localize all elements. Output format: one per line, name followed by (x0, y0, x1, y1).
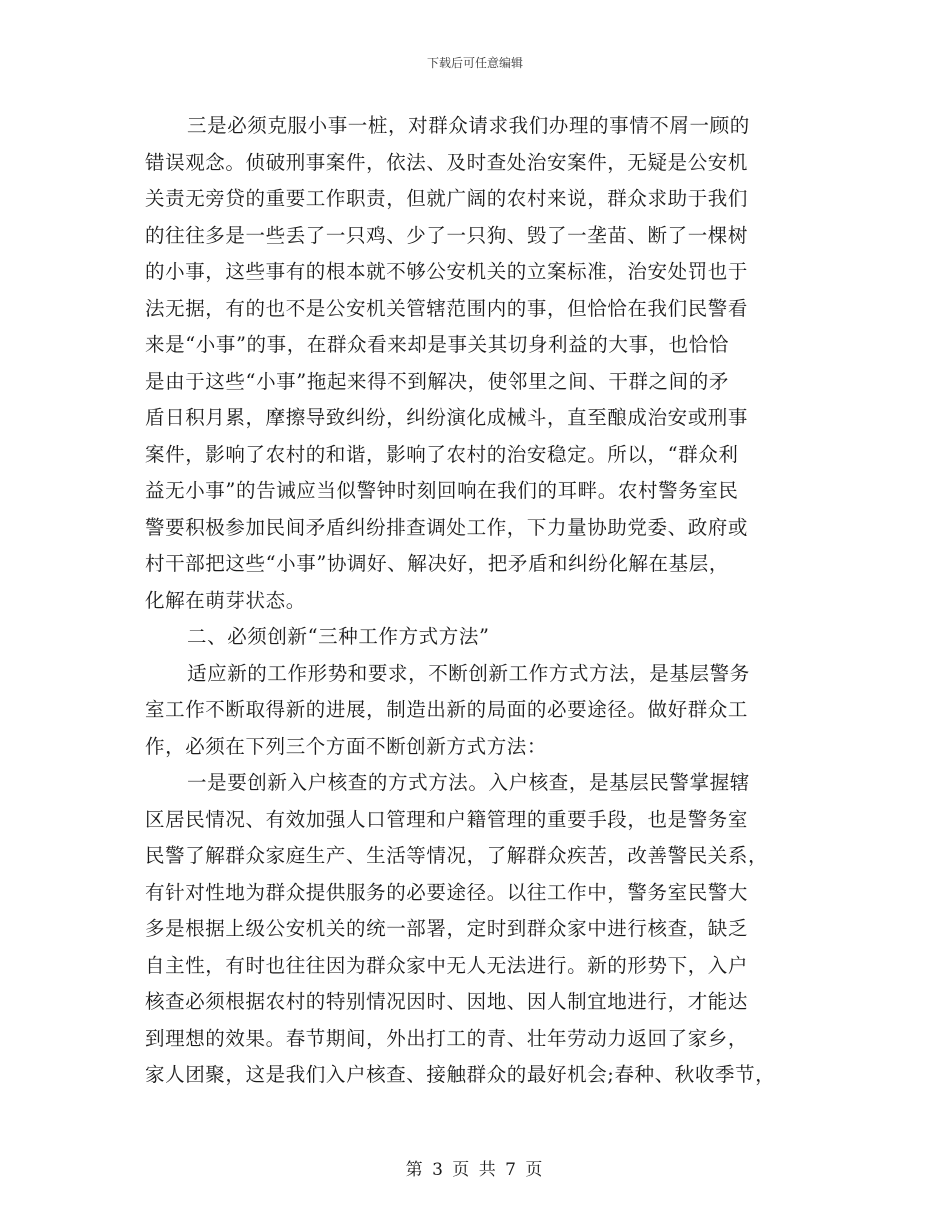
text-line: 村干部把这些“小事”协调好、解决好，把矛盾和纠纷化解在基层， (145, 552, 729, 575)
text-line: 有针对性地为群众提供服务的必要途径。以往工作中，警务室民警大 (145, 880, 749, 904)
text-line: 二、必须创新“三种工作方式方法” (187, 625, 490, 648)
text-line: 作，必须在下列三个方面不断创新方式方法： (145, 734, 548, 758)
document-body (145, 108, 820, 1094)
text-line: 家人团聚，这是我们入户核查、接触群众的最好机会;春种、秋收季节， (145, 1063, 776, 1086)
text-line: 室工作不断取得新的进展，制造出新的局面的必要途径。做好群众工 (145, 698, 749, 721)
text-line: 关责无旁贷的重要工作职责，但就广阔的农村来说，群众求助于我们 (145, 187, 749, 210)
page-footer: 第 3 页 共 7 页 (405, 1160, 545, 1180)
text-line: 多是根据上级公安机关的统一部署，定时到群众家中进行核查，缺乏 (145, 917, 749, 940)
text-line: 警要积极参加民间矛盾纠纷排查调处工作，下力量协助党委、政府或 (145, 515, 749, 539)
text-line: 错误观念。侦破刑事案件，依法、及时查处治安案件，无疑是公安机 (145, 150, 749, 174)
text-line: 到理想的效果。春节期间，外出打工的青、壮年劳动力返回了家乡， (145, 1026, 749, 1050)
text-line: 的小事，这些事有的根本就不够公安机关的立案标准，治安处罚也于 (145, 260, 749, 283)
text-line: 的往往多是一些丢了一只鸡、少了一只狗、毁了一垄苗、断了一棵树 (145, 223, 749, 247)
text-line: 案件，影响了农村的和谐，影响了农村的治安稳定。所以，“群众利 (145, 442, 739, 466)
text-line: 法无据，有的也不是公安机关管辖范围内的事，但恰恰在我们民警看 (145, 296, 749, 320)
text-line: 民警了解群众家庭生产、生活等情况，了解群众疾苦，改善警民关系， (145, 844, 769, 867)
text-line: 三是必须克服小事一桩，对群众请求我们办理的事情不屑一顾的 (187, 114, 750, 137)
text-line: 自主性，有时也往往因为群众家中无人无法进行。新的形势下，入户 (145, 953, 749, 977)
text-line: 化解在萌芽状态。 (145, 588, 306, 612)
text-line: 盾日积月累，摩擦导致纠纷，纠纷演化成械斗，直至酿成治安或刑事 (145, 406, 749, 429)
text-line: 核查必须根据农村的特别情况因时、因地、因人制宜地进行，才能达 (145, 990, 749, 1013)
text-line: 一是要创新入户核查的方式方法。入户核查，是基层民警掌握辖 (187, 771, 750, 794)
page-header: 下载后可任意编辑 (426, 56, 523, 70)
text-line: 适应新的工作形势和要求，不断创新工作方式方法，是基层警务 (187, 661, 750, 685)
text-line: 益无小事”的告诫应当似警钟时刻回响在我们的耳畔。农村警务室民 (145, 479, 739, 502)
text-line: 区居民情况、有效加强人口管理和户籍管理的重要手段，也是警务室 (145, 807, 749, 831)
text-line: 是由于这些“小事”拖起来得不到解决，使邻里之间、干群之间的矛 (145, 369, 729, 393)
text-line: 来是“小事”的事，在群众看来却是事关其切身利益的大事，也恰恰 (145, 333, 729, 356)
